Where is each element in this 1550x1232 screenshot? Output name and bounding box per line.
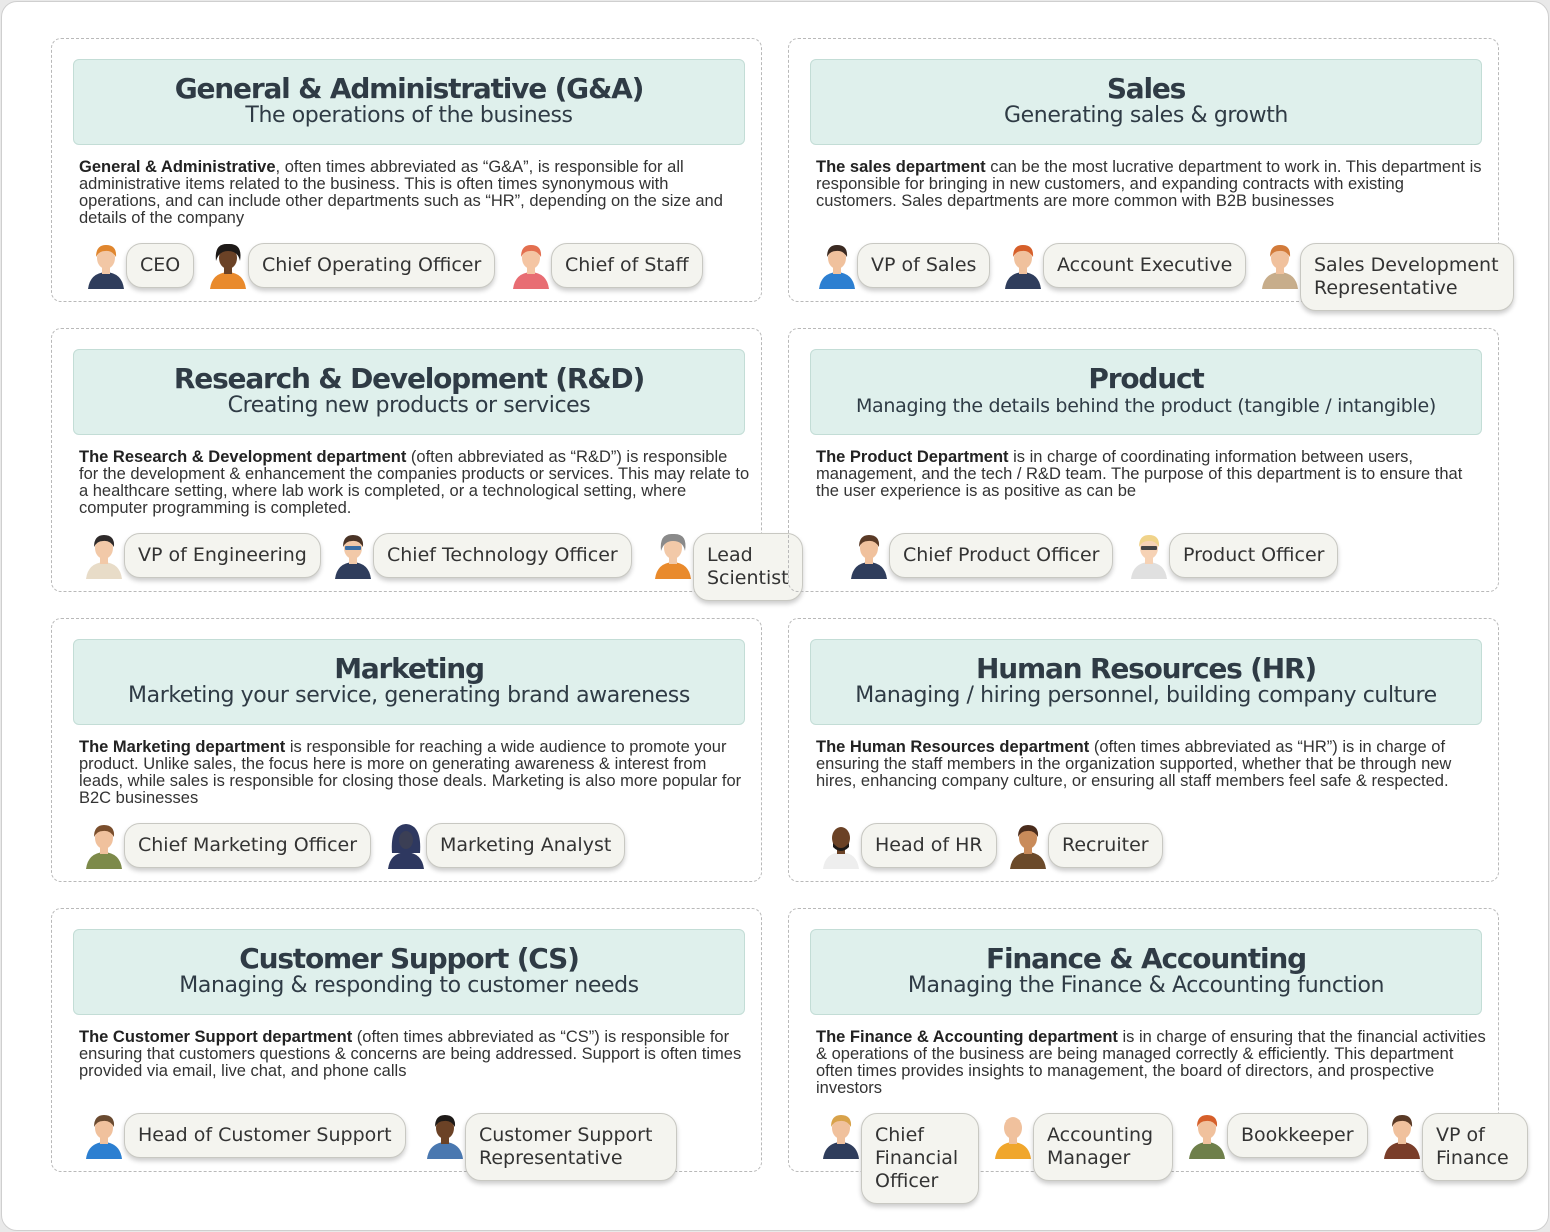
department-description	[816, 449, 1488, 500]
department-title: Sales	[1106, 72, 1186, 105]
person-avatar-icon	[993, 1113, 1033, 1159]
person-avatar-icon	[817, 243, 857, 289]
department-title: Research & Development (R&D)	[173, 362, 645, 395]
person-avatar-icon	[386, 823, 426, 869]
role-label: Accounting Manager	[1033, 1113, 1173, 1181]
description-text: is in charge of ensuring that the financial activities & operations of the business are being managed correctly & efficiently. This department often times provides insights to management, the board of directors, and prospective investors	[816, 1028, 1486, 1097]
description-bold: The Research & Development department	[79, 448, 407, 466]
role-list	[817, 1113, 1549, 1192]
person-avatar-icon	[208, 243, 248, 289]
person-avatar-icon	[849, 533, 889, 579]
department-subtitle: Managing & responding to customer needs	[179, 973, 639, 998]
role-list	[817, 823, 1549, 883]
person-avatar-icon	[84, 533, 124, 579]
person-avatar-icon	[333, 533, 373, 579]
role-label: Recruiter	[1048, 823, 1163, 868]
department-card-finance	[788, 908, 1509, 1192]
department-subtitle: Marketing your service, generating brand awareness	[128, 683, 690, 708]
department-subtitle: Generating sales & growth	[1004, 103, 1288, 128]
role-label: Chief of Staff	[551, 243, 703, 288]
department-header	[73, 929, 745, 1015]
person-avatar-icon	[821, 823, 861, 869]
department-title: Product	[1088, 362, 1204, 395]
org-chart-canvas	[1, 1, 1549, 1231]
role-label: Chief Operating Officer	[248, 243, 495, 288]
department-description	[79, 1029, 751, 1080]
description-bold: The Customer Support department	[79, 1028, 353, 1046]
department-card-sales	[788, 38, 1499, 302]
department-description	[79, 159, 751, 227]
department-header	[73, 639, 745, 725]
description-bold: The Marketing department	[79, 738, 286, 756]
person-avatar-icon	[1382, 1113, 1422, 1159]
department-header	[810, 639, 1482, 725]
department-title: Marketing	[334, 652, 484, 685]
department-card-ga	[51, 38, 762, 302]
department-card-marketing	[51, 618, 762, 882]
person-avatar-icon	[511, 243, 551, 289]
role-label: Product Officer	[1169, 533, 1338, 578]
department-description	[79, 449, 751, 517]
description-bold: The Finance & Accounting department	[816, 1028, 1118, 1046]
role-label: Marketing Analyst	[426, 823, 625, 868]
role-list	[817, 533, 1549, 593]
role-list	[80, 243, 820, 303]
role-label: Chief Technology Officer	[373, 533, 632, 578]
department-subtitle: Creating new products or services	[227, 393, 591, 418]
department-description	[816, 739, 1488, 790]
person-avatar-icon	[1129, 533, 1169, 579]
person-avatar-icon	[1008, 823, 1048, 869]
role-label: Account Executive	[1043, 243, 1246, 288]
department-card-product	[788, 328, 1499, 592]
department-header	[73, 59, 745, 145]
department-title: Customer Support (CS)	[239, 942, 579, 975]
person-avatar-icon	[84, 1113, 124, 1159]
person-avatar-icon	[1260, 243, 1300, 289]
description-text: (often times abbreviated as “CS”) is responsible for ensuring that customers questions & concerns are being addressed. Support is often times provided via email, live chat, and phone calls	[79, 1028, 742, 1080]
department-header	[810, 929, 1482, 1015]
department-title: General & Administrative (G&A)	[174, 72, 644, 105]
department-card-cs	[51, 908, 762, 1172]
description-text: is in charge of coordinating information between users, management, and the tech / R&D team. The purpose of this department is to ensure that the user experience is as positive as can be	[816, 448, 1463, 500]
role-label: Bookkeeper	[1227, 1113, 1368, 1158]
department-description	[816, 1029, 1488, 1097]
department-header	[73, 349, 745, 435]
department-card-rd	[51, 328, 789, 592]
role-list	[817, 243, 1549, 303]
description-bold: The Product Department	[816, 448, 1009, 466]
department-subtitle: Managing the Finance & Accounting function	[907, 973, 1385, 998]
role-label: Head of HR	[861, 823, 997, 868]
role-label: Sales Development Representative	[1300, 243, 1514, 311]
role-list	[80, 533, 820, 593]
description-bold: General & Administrative	[79, 158, 276, 176]
role-label: Head of Customer Support	[124, 1113, 406, 1158]
person-avatar-icon	[1187, 1113, 1227, 1159]
person-avatar-icon	[84, 823, 124, 869]
description-text: is responsible for reaching a wide audience to promote your product. Unlike sales, the focus here is more on generating awareness & interest from leads, while sales is responsible for closing those deals. Marketing is also more popular for B2C businesses	[79, 738, 742, 807]
person-avatar-icon	[653, 533, 693, 579]
person-avatar-icon	[86, 243, 126, 289]
person-avatar-icon	[821, 1113, 861, 1159]
role-list	[80, 1113, 820, 1173]
person-avatar-icon	[1003, 243, 1043, 289]
department-title: Finance & Accounting	[986, 942, 1306, 975]
department-header	[810, 59, 1482, 145]
description-text: (often abbreviated as “R&D”) is responsible for the development & enhancement the companies products or services. This may relate to a healthcare setting, where lab work is completed, or a technological setting, where computer programming is completed.	[79, 448, 750, 517]
role-label: Customer Support Representative	[465, 1113, 677, 1181]
department-title: Human Resources (HR)	[976, 652, 1316, 685]
role-list	[80, 823, 820, 883]
role-label: VP of Engineering	[124, 533, 321, 578]
department-subtitle: The operations of the business	[245, 103, 573, 128]
role-label: Chief Financial Officer	[861, 1113, 979, 1204]
description-bold: The Human Resources department	[816, 738, 1090, 756]
role-label: Chief Marketing Officer	[124, 823, 371, 868]
description-text: , often times abbreviated as “G&A”, is responsible for all administrative items related to the business. This is often times synonymous with operations, and can include other departments such as “HR”, depending on the size and details of the company	[79, 158, 723, 227]
department-description	[816, 159, 1488, 210]
role-label: CEO	[126, 243, 194, 288]
department-header	[810, 349, 1482, 435]
department-subtitle: Managing the details behind the product (tangible / intangible)	[855, 395, 1437, 417]
department-description	[79, 739, 751, 807]
role-label: Lead Scientist	[693, 533, 803, 601]
description-text: (often times abbreviated as “HR”) is in charge of ensuring the staff members in the organization supported, whether that be through new hires, enhancing company culture, or ensuring all staff members feel safe & respected.	[816, 738, 1452, 790]
description-bold: The sales department	[816, 158, 986, 176]
person-avatar-icon	[425, 1113, 465, 1159]
role-label: Chief Product Officer	[889, 533, 1113, 578]
description-text: can be the most lucrative department to work in. This department is responsible for bringing in new customers, and expanding contracts with existing customers. Sales departments are more common with B2B businesses	[816, 158, 1482, 210]
department-subtitle: Managing / hiring personnel, building company culture	[855, 683, 1437, 708]
role-label: VP of Sales	[857, 243, 990, 288]
role-label: VP of Finance	[1422, 1113, 1528, 1181]
department-card-hr	[788, 618, 1499, 882]
